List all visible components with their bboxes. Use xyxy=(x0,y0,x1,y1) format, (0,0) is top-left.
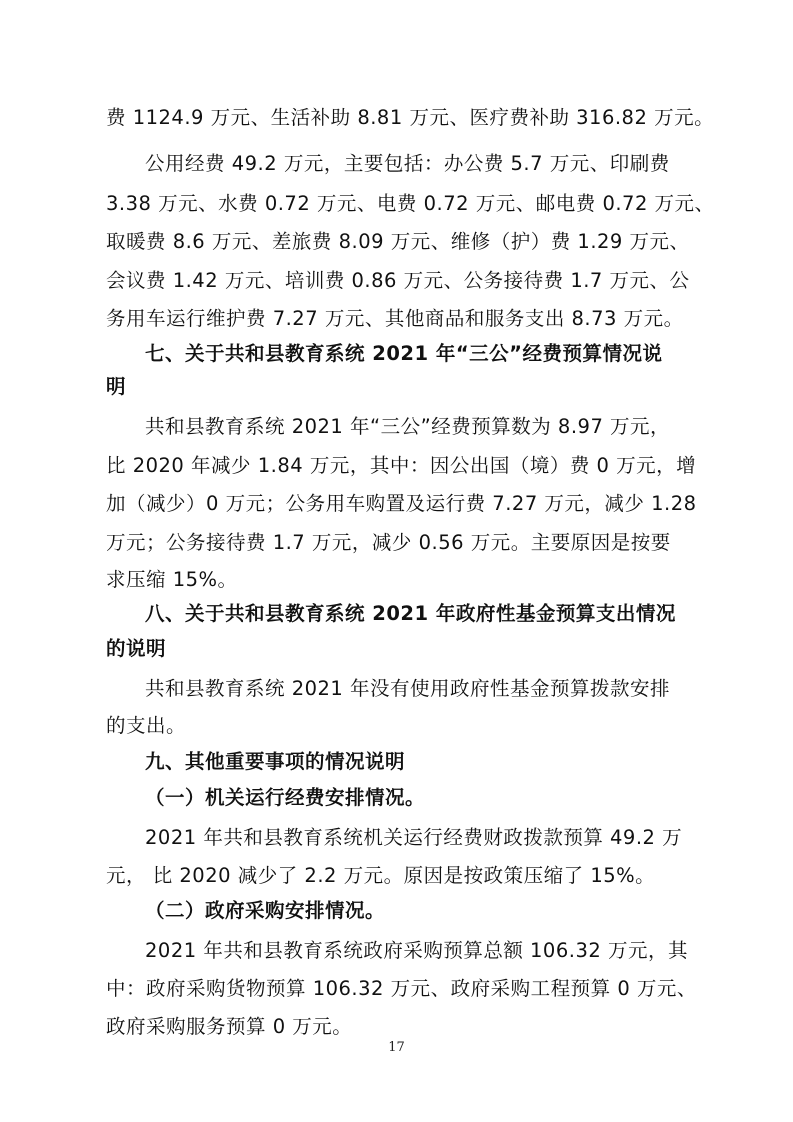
paragraph-line: 费 1124.9 万元、生活补助 8.81 万元、医疗费补助 316.82 万元。 xyxy=(106,106,715,129)
paragraph-line: 万元；公务接待费 1.7 万元，减少 0.56 万元。主要原因是按要 xyxy=(106,531,671,554)
paragraph-line: 务用车运行维护费 7.27 万元、其他商品和服务支出 8.73 万元。 xyxy=(106,307,684,330)
paragraph-line: 中：政府采购货物预算 106.32 万元、政府采购工程预算 0 万元、 xyxy=(106,977,697,1000)
page-number: 17 xyxy=(388,1040,405,1055)
paragraph-line: 的支出。 xyxy=(106,714,187,737)
paragraph-line: 比 2020 年减少 1.84 万元，其中：因公出国（境）费 0 万元，增 xyxy=(106,454,697,477)
paragraph-line: 公用经费 49.2 万元，主要包括：办公费 5.7 万元、印刷费 xyxy=(145,152,670,175)
paragraph-line: 取暖费 8.6 万元、差旅费 8.09 万元、维修（护）费 1.29 万元、 xyxy=(106,230,690,253)
subsection-heading: （二）政府采购安排情况。 xyxy=(145,899,386,922)
paragraph-line: 求压缩 15%。 xyxy=(106,568,238,591)
paragraph-line: 2021 年共和县教育系统政府采购预算总额 106.32 万元，其 xyxy=(145,939,688,962)
section-heading: 九、其他重要事项的情况说明 xyxy=(145,750,406,773)
paragraph-line: 共和县教育系统 2021 年没有使用政府性基金预算拨款安排 xyxy=(145,677,671,700)
paragraph-line: 3.38 万元、水费 0.72 万元、电费 0.72 万元、邮电费 0.72 万元、 xyxy=(106,192,715,215)
section-heading: 明 xyxy=(106,375,127,398)
section-heading: 七、关于共和县教育系统 2021 年“三公”经费预算情况说 xyxy=(145,342,663,365)
paragraph-line: 加（减少）0 万元；公务用车购置及运行费 7.27 万元，减少 1.28 xyxy=(106,492,697,515)
paragraph-line: 元， 比 2020 减少了 2.2 万元。原因是按政策压缩了 15%。 xyxy=(106,864,656,887)
paragraph-line: 2021 年共和县教育系统机关运行经费财政拨款预算 49.2 万 xyxy=(145,826,683,849)
section-heading: 八、关于共和县教育系统 2021 年政府性基金预算支出情况 xyxy=(145,602,676,625)
section-heading: 的说明 xyxy=(106,637,167,660)
subsection-heading: （一）机关运行经费安排情况。 xyxy=(145,786,426,809)
paragraph-line: 共和县教育系统 2021 年“三公”经费预算数为 8.97 万元， xyxy=(145,415,671,438)
paragraph-line: 会议费 1.42 万元、培训费 0.86 万元、公务接待费 1.7 万元、公 xyxy=(106,269,690,292)
paragraph-line: 政府采购服务预算 0 万元。 xyxy=(106,1015,353,1038)
